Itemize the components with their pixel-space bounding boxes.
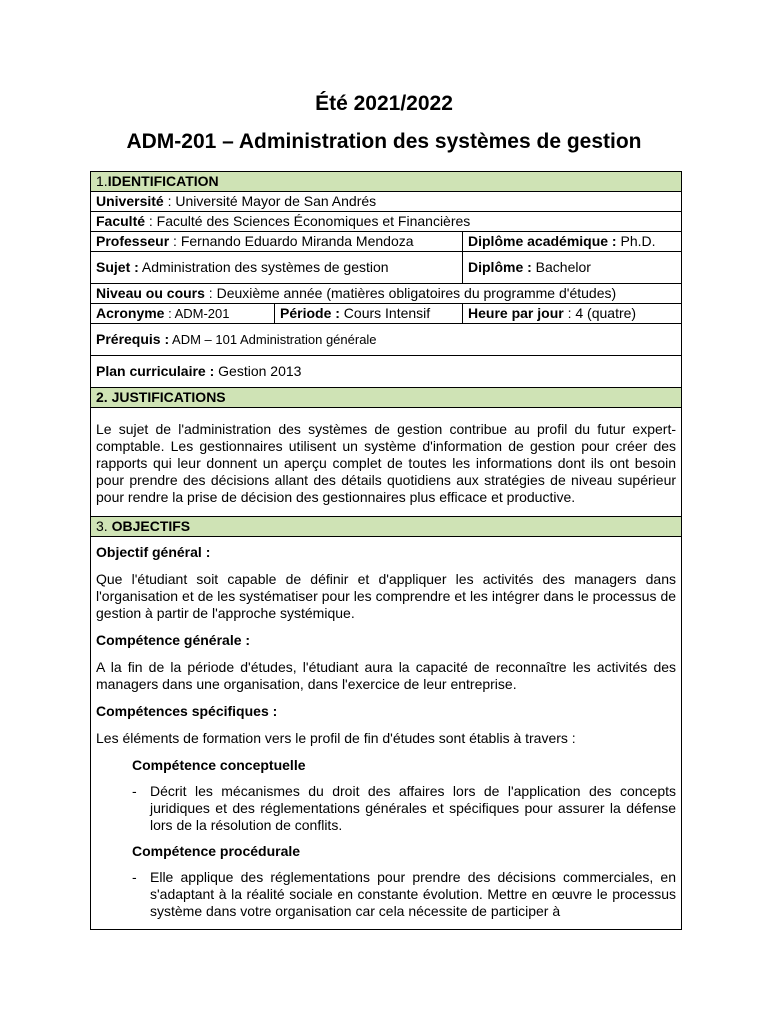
universite-value: : Université Mayor de San Andrés: [163, 193, 377, 209]
conceptuelle-title: Compétence conceptuelle: [132, 757, 306, 773]
competence-generale-title: Compétence générale :: [96, 632, 251, 648]
list-item: [132, 783, 676, 834]
row-faculte: [91, 212, 682, 232]
plan-label: Plan curriculaire :: [96, 363, 215, 379]
syllabus-table: [90, 171, 682, 930]
faculte-label: Faculté: [96, 213, 146, 229]
term-title: Été 2021/2022: [315, 92, 453, 115]
objectif-general-text: Que l'étudiant soit capable de définir et d'appliquer les activités des managers dans l'organisation et de les systématiser pour les comprendre et les intégrer dans le processus de gestion à partir de l'approche systémique.: [96, 571, 677, 621]
niveau-label: Niveau ou cours: [96, 285, 205, 301]
section-number: 1.: [96, 173, 108, 189]
cell-diplome: [463, 252, 682, 284]
diplome-value: Bachelor: [531, 259, 591, 275]
acronyme-label: Acronyme: [96, 305, 165, 321]
course-title: ADM-201 – Administration des systèmes de gestion: [126, 130, 642, 153]
heure-value: : 4 (quatre): [563, 305, 637, 321]
cell-heure: [463, 304, 682, 324]
acronyme-value: : ADM-201: [164, 306, 230, 321]
periode-value: Cours Intensif: [339, 305, 431, 321]
procedurale-title: Compétence procédurale: [132, 843, 301, 859]
conceptuelle-item: Décrit les mécanismes du droit des affaires lors de l'application des concepts juridiques et des réglementations générales et spécifiques pour assurer la défense lors de la résolution de conflits.: [150, 783, 677, 833]
diplome-academique-label: Diplôme académique :: [468, 233, 617, 249]
prerequis-label: Prérequis :: [96, 331, 170, 347]
periode-label: Période :: [280, 305, 340, 321]
row-plan-curriculaire: [91, 356, 682, 388]
bullet-dash: -: [132, 869, 137, 885]
sujet-value: Administration des systèmes de gestion: [138, 259, 389, 275]
cell-sujet: [91, 252, 463, 284]
diplome-label: Diplôme :: [468, 259, 532, 275]
competences-specifiques-intro: Les éléments de formation vers le profil de fin d'études sont établis à travers :: [96, 730, 576, 746]
section-number: 3.: [96, 518, 112, 534]
competences-specifiques-title: Compétences spécifiques :: [96, 703, 278, 719]
procedurale-item: Elle applique des réglementations pour prendre des décisions commerciales, en s'adaptant à la réalité sociale en constante évolution. Mettre en œuvre le processus système dans votre organisation car cela nécessite de participer à: [150, 869, 677, 919]
cell-diplome-academique: [463, 232, 682, 252]
section-justifications-header: [91, 388, 682, 408]
plan-value: Gestion 2013: [214, 363, 302, 379]
objectifs-content: [91, 537, 682, 930]
cell-acronyme: [91, 304, 275, 324]
objectif-general-title: Objectif général :: [96, 544, 211, 560]
row-niveau: [91, 284, 682, 304]
section-objectifs-header: [91, 517, 682, 537]
universite-label: Université: [96, 193, 164, 209]
niveau-value: : Deuxième année (matières obligatoires du programme d'études): [204, 285, 617, 301]
section-heading: 2. JUSTIFICATIONS: [96, 389, 226, 405]
prerequis-value: ADM – 101 Administration générale: [169, 332, 377, 347]
list-item: [132, 869, 676, 920]
professeur-value: : Fernando Eduardo Miranda Mendoza: [169, 233, 414, 249]
row-prerequis: [91, 324, 682, 356]
cell-professeur: [91, 232, 463, 252]
diplome-academique-value: Ph.D.: [616, 233, 656, 249]
cell-periode: [275, 304, 463, 324]
sujet-label: Sujet :: [96, 259, 139, 275]
faculte-value: : Faculté des Sciences Économiques et Financières: [145, 213, 471, 229]
section-heading: IDENTIFICATION: [107, 173, 219, 189]
bullet-dash: -: [132, 783, 137, 799]
section-identification-header: [91, 172, 682, 192]
professeur-label: Professeur: [96, 233, 170, 249]
row-universite: [91, 192, 682, 212]
justifications-text: Le sujet de l'administration des systèmes de gestion contribue au profil du futur expert-comptable. Les gestionnaires utilisent un système d'information de gestion pour créer des rapports qui leur donnent un aperçu complet de toutes les informations dont ils ont besoin pour prendre des décisions allant des détails quotidiens aux stratégies de niveau supérieur pour rendre la prise de décision des gestionnaires plus efficace et productive.: [91, 408, 682, 517]
competence-generale-text: A la fin de la période d'études, l'étudiant aura la capacité de reconnaître les activités des managers dans une organisation, dans l'exercice de leur entreprise.: [96, 659, 677, 692]
heure-label: Heure par jour: [468, 305, 564, 321]
section-heading: OBJECTIFS: [111, 518, 191, 534]
